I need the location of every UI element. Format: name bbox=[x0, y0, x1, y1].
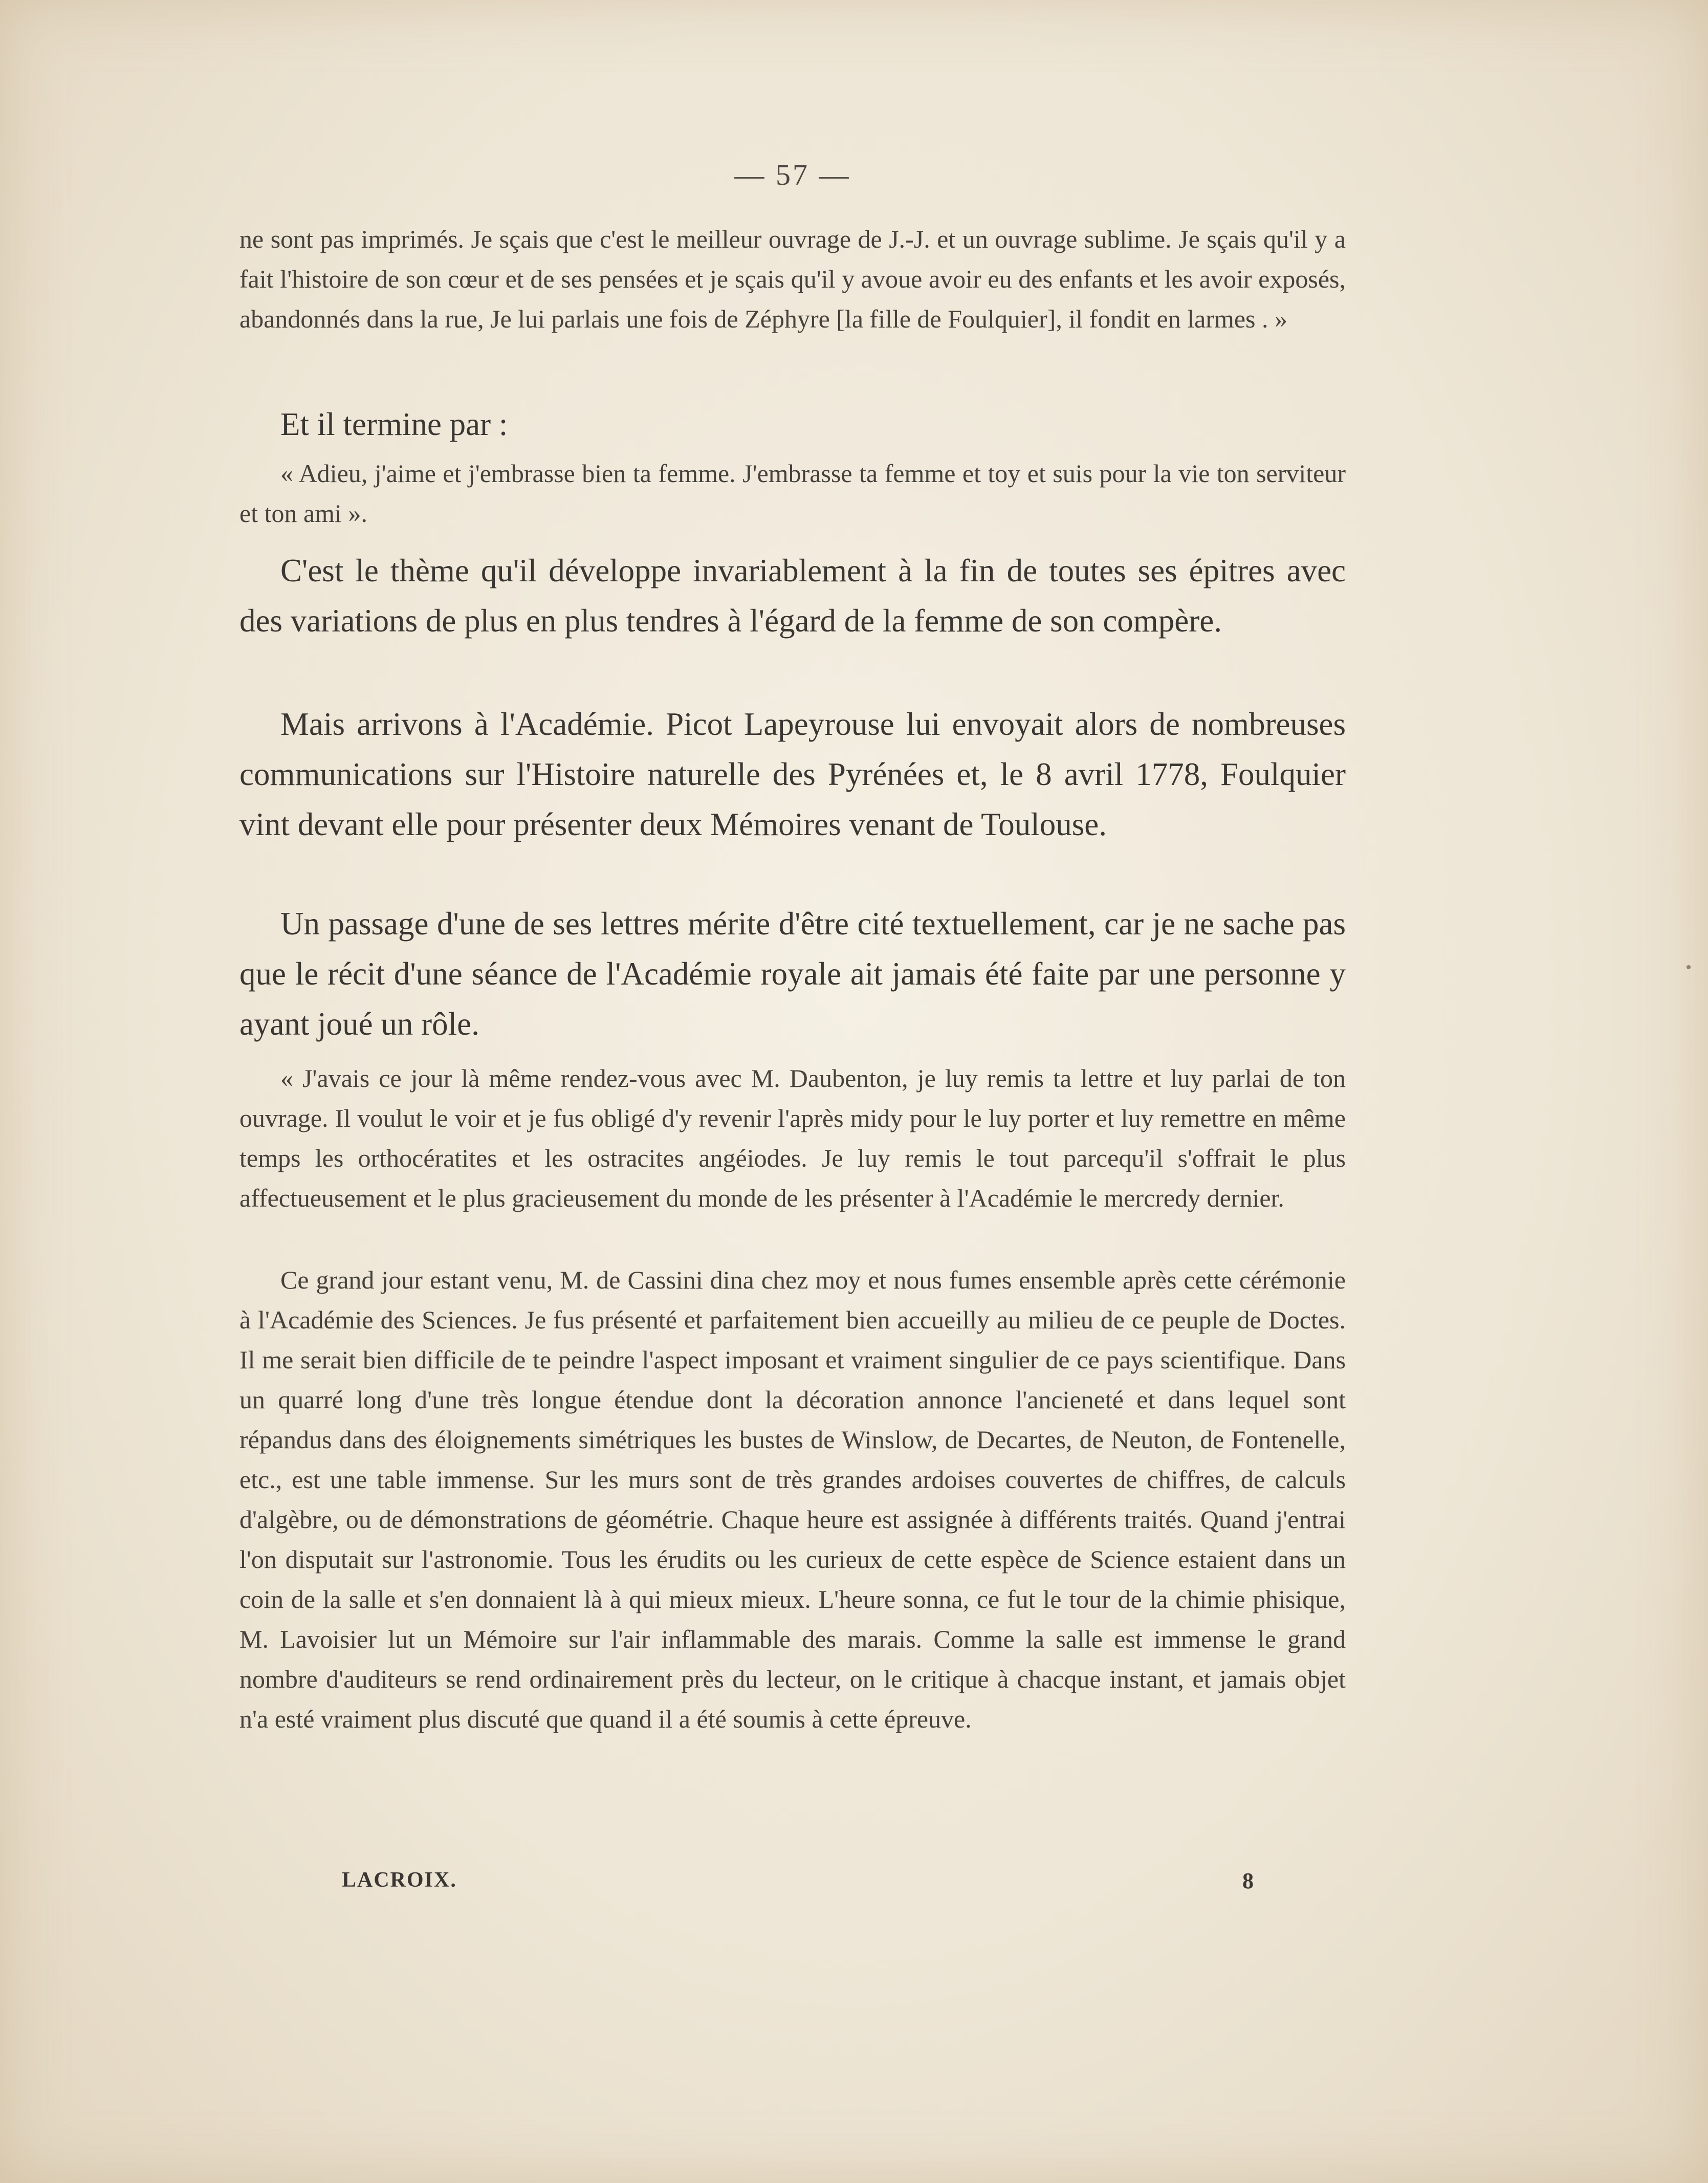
paper-fleck bbox=[1687, 965, 1691, 969]
paragraph-seance: Ce grand jour estant venu, M. de Cassini dina chez moy et nous fumes ensemble après cette cérémonie à l'Académie des Sciences. Je fus présenté et parfaitement bien accueilly au milieu de ce peuple de Doctes. Il me serait bien difficile de te peindre l'aspect imposant et vraiment singulier de ce pays scientifique. Dans un quarré long d'une très longue étendue dont la décoration annonce l'ancieneté et dans lequel sont répandus dans des éloignements simétriques les bustes de Winslow, de Decartes, de Neuton, de Fontenelle, etc., est une table immense. Sur les murs sont de très grandes ardoises couvertes de chiffres, de calculs d'algèbre, ou de démonstrations de géométrie. Chaque heure est assignée à différents traités. Quand j'entrai l'on disputait sur l'astronomie. Tous les érudits ou les curieux de cette espèce de Science estaient dans un coin de la salle et s'en donnaient là à qui mieux mieux. L'heure sonna, ce fut le tour de la chimie phisique, M. Lavoisier lut un Mémoire sur l'air inflammable des marais. Comme la salle est immense le grand nombre d'auditeurs se rend ordinairement près du lecteur, on le critique à chacque instant, et jamais objet n'a esté vraiment plus discuté que quand il a été soumis à cette épreuve. bbox=[239, 1265, 1346, 1733]
paragraph-passage: Un passage d'une de ses lettres mérite d'être cité textuellement, car je ne sache pas que le récit d'une séance de l'Académie royale ait jamais été faite par une personne y ayant joué un rôle. bbox=[239, 906, 1346, 1042]
paragraph-academie: Mais arrivons à l'Académie. Picot Lapeyrouse lui envoyait alors de nombreuses communications sur l'Histoire naturelle des Pyrénées et, le 8 avril 1778, Foulquier vint devant elle pour présenter deux Mémoires venant de Toulouse. bbox=[239, 706, 1346, 842]
paragraph-letter-excerpt: ne sont pas imprimés. Je sçais que c'est le meilleur ouvrage de J.-J. et un ouvrage sublime. Je sçais qu'il y a fait l'histoire de son cœur et de ses pensées et je sçais qu'il y avoue avoir eu des enfants et les avoir exposés, abandonnés dans la rue, Je lui parlais une fois de Zéphyre [la fille de Foulquier], il fondit en larmes . » bbox=[239, 225, 1346, 333]
sheet-number: 8 bbox=[1242, 1868, 1254, 1893]
paragraph-closing-intro: Et il termine par : bbox=[280, 406, 508, 442]
page-number: — 57 — bbox=[734, 158, 851, 191]
paragraph-daubenton: « J'avais ce jour là même rendez-vous avec M. Daubenton, je luy remis ta lettre et luy parlai de ton ouvrage. Il voulut le voir et je fus obligé d'y revenir l'après midy pour le luy porter et luy remettre en même temps les orthocératites et les ostracites angéiodes. Je luy remis le tout parcequ'il s'offrait le plus affectueusement et le plus gracieusement du monde de les présenter à l'Académie le mercredy dernier. bbox=[239, 1064, 1346, 1212]
printer-signature: LACROIX. bbox=[342, 1868, 457, 1892]
paragraph-theme: C'est le thème qu'il développe invariablement à la fin de toutes ses épitres avec des variations de plus en plus tendres à l'égard de la femme de son compère. bbox=[239, 553, 1346, 639]
paragraph-farewell-quote: « Adieu, j'aime et j'embrasse bien ta femme. J'embrasse ta femme et toy et suis pour la vie ton serviteur et ton ami ». bbox=[239, 459, 1346, 528]
